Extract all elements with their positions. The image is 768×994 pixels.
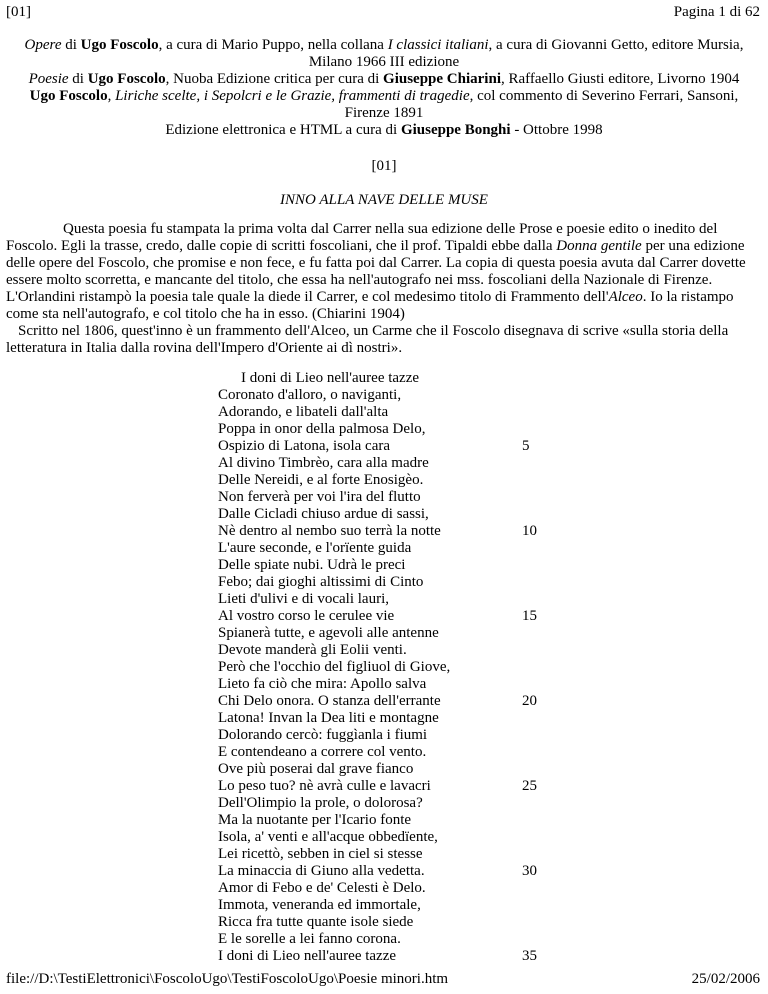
poem-line [218, 625, 558, 642]
poem-line [218, 404, 558, 421]
poem-line [218, 557, 558, 574]
biblio-entry-poesie: Poesie di Ugo Foscolo, Nuoba Edizione critica per cura di Giuseppe Chiarini, Raffaello Giusti editore, Livorno 1904 [28, 71, 740, 87]
section-label: [01] [371, 158, 397, 174]
poem-line [218, 387, 558, 404]
poem-line [218, 744, 558, 761]
page-header-pagination: Pagina 1 di 62 [673, 4, 760, 20]
poem-line [218, 642, 558, 659]
footer-file-path: file://D:\TestiElettronici\FoscoloUgo\TestiFoscoloUgo\Poesie minori.htm [6, 971, 449, 987]
poem-line [218, 506, 558, 523]
verse-number: 30 [522, 863, 537, 879]
poem-line-text: Amor di Febo e de' Celesti è Delo. [218, 880, 426, 896]
poem-line [218, 846, 558, 863]
intro-paragraph-1: Questa poesia fu stampata la prima volta dal Carrer nella sua edizione delle Prose e poesie edito o inedito del Foscolo. Egli la trasse, credo, dalle copie di scritti foscoliani, che il prof. Tipaldi ebbe dalla Donna gentile per una edizione delle opere del Foscolo, che promise e non fece, e fu fatta poi dal Carrer. La copia di questa poesia avuta dal Carrer dovette essere molto scorretta, e mancante del titolo, che essa ha nell'autografo nei mss. foscoliani della Nazionale di Firenze. L'Orlandini ristampò la poesia tale quale la diede il Carrer, e col medesimo titolo di Frammento dell'Alceo. Io la ristampo come sta nell'autografo, e col titolo che ha in esso. (Chiarini 1904) [6, 221, 746, 322]
page-header-section: [01] [6, 4, 31, 20]
poem-line [218, 778, 558, 795]
poem-line [218, 489, 558, 506]
poem-line [218, 659, 558, 676]
poem-line [218, 948, 558, 965]
poem-line [218, 693, 558, 710]
poem-line-text: Ma la nuotante per l'Icario fonte [218, 812, 412, 828]
verse-number: 20 [522, 693, 537, 709]
poem-line [218, 591, 558, 608]
biblio-entry-edizione: Edizione elettronica e HTML a cura di Giuseppe Bonghi - Ottobre 1998 [165, 122, 603, 138]
poem-line-text: La minaccia di Giuno alla vedetta. [218, 863, 425, 879]
poem-line-text: E le sorelle a lei fanno corona. [218, 931, 401, 947]
poem-line-text: Però che l'occhio del figliuol di Giove, [218, 659, 451, 675]
poem-line-text: Febo; dai gioghi altissimi di Cinto [218, 574, 424, 590]
poem-line-text: Lei ricettò, sebben in ciel si stesse [218, 846, 423, 862]
poem-line [218, 710, 558, 727]
poem-line [218, 761, 558, 778]
poem-line-text: Adorando, e libateli dall'alta [218, 404, 389, 420]
poem-line [218, 829, 558, 846]
poem-line-text: Delle Nereidi, e al forte Enosigèo. [218, 472, 424, 488]
verse-number: 5 [522, 438, 530, 454]
poem-line [218, 795, 558, 812]
poem-line [218, 863, 558, 880]
bibliography [18, 37, 750, 139]
poem-line-text: Nè dentro al nembo suo terrà la notte [218, 523, 441, 539]
poem-line-text: Isola, a' venti e all'acque obbedïente, [218, 829, 438, 845]
footer-date: 25/02/2006 [691, 971, 760, 987]
poem-line-text: Al divino Timbrèo, cara alla madre [218, 455, 429, 471]
intro-text [6, 221, 758, 357]
poem-line-text: Al vostro corso le cerulee vie [218, 608, 395, 624]
poem-line [218, 931, 558, 948]
poem-line-text: Dell'Olimpio la prole, o dolorosa? [218, 795, 423, 811]
poem-line [218, 421, 558, 438]
poem-line [218, 897, 558, 914]
poem-line [218, 676, 558, 693]
poem-line-text: I doni di Lieo nell'auree tazze [241, 370, 420, 386]
poem-line-text: Immota, veneranda ed immortale, [218, 897, 421, 913]
biblio-entry-liriche: Ugo Foscolo, Liriche scelte, i Sepolcri e le Grazie, frammenti di tragedie, col commento di Severino Ferrari, Sansoni, Firenze 1891 [29, 88, 739, 121]
biblio-entry-opere: Opere di Ugo Foscolo, a cura di Mario Puppo, nella collana I classici italiani, a cura di Giovanni Getto, editore Mursia, Milano 1966 III edizione [24, 37, 744, 70]
poem-line [218, 455, 558, 472]
poem-line-text: L'aure seconde, e l'orïente guida [218, 540, 412, 556]
poem-line [218, 880, 558, 897]
poem-line-text: Non ferverà per voi l'ira del flutto [218, 489, 421, 505]
poem-line [218, 438, 558, 455]
poem-line [218, 574, 558, 591]
verse-number: 10 [522, 523, 537, 539]
poem-line-text: Lieti d'ulivi e di vocali lauri, [218, 591, 389, 607]
poem-line-text: Spianerà tutte, e agevoli alle antenne [218, 625, 439, 641]
poem-line [218, 914, 558, 931]
poem-title: INNO ALLA NAVE DELLE MUSE [280, 192, 488, 208]
poem-line-text: Lo peso tuo? nè avrà culle e lavacri [218, 778, 431, 794]
verse-number: 15 [522, 608, 537, 624]
poem-line [218, 727, 558, 744]
poem-line-text: Devote manderà gli Eolii venti. [218, 642, 407, 658]
intro-paragraph-2: Scritto nel 1806, quest'inno è un frammento dell'Alceo, un Carme che il Foscolo disegnava di scrive «sulla storia della letteratura in Italia dalla rovina dell'Impero d'Oriente ai dì nostri». [6, 323, 729, 356]
poem-line-text: Coronato d'alloro, o naviganti, [218, 387, 402, 403]
poem-body [218, 370, 558, 965]
poem-line-text: I doni di Lieo nell'auree tazze [218, 948, 397, 964]
poem-line-text: Ospizio di Latona, isola cara [218, 438, 391, 454]
poem-line [218, 540, 558, 557]
poem-line-text: Dalle Cicladi chiuso ardue di sassi, [218, 506, 429, 522]
poem-line-text: Dolorando cercò: fuggìanla i fiumi [218, 727, 428, 743]
poem-line [218, 472, 558, 489]
poem-line [218, 523, 558, 540]
poem-line-text: Ove più poserai dal grave fianco [218, 761, 414, 777]
poem-line [218, 370, 558, 387]
verse-number: 25 [522, 778, 537, 794]
poem-line-text: Poppa in onor della palmosa Delo, [218, 421, 426, 437]
poem-line-text: Lieto fa ciò che mira: Apollo salva [218, 676, 427, 692]
poem-line-text: Delle spiate nubi. Udrà le preci [218, 557, 406, 573]
poem-line [218, 608, 558, 625]
poem-line-text: Latona! Invan la Dea liti e montagne [218, 710, 439, 726]
poem-line [218, 812, 558, 829]
poem-line-text: Chi Delo onora. O stanza dell'errante [218, 693, 441, 709]
verse-number: 35 [522, 948, 537, 964]
poem-line-text: E contendeano a correre col vento. [218, 744, 427, 760]
poem-line-text: Ricca fra tutte quante isole siede [218, 914, 414, 930]
